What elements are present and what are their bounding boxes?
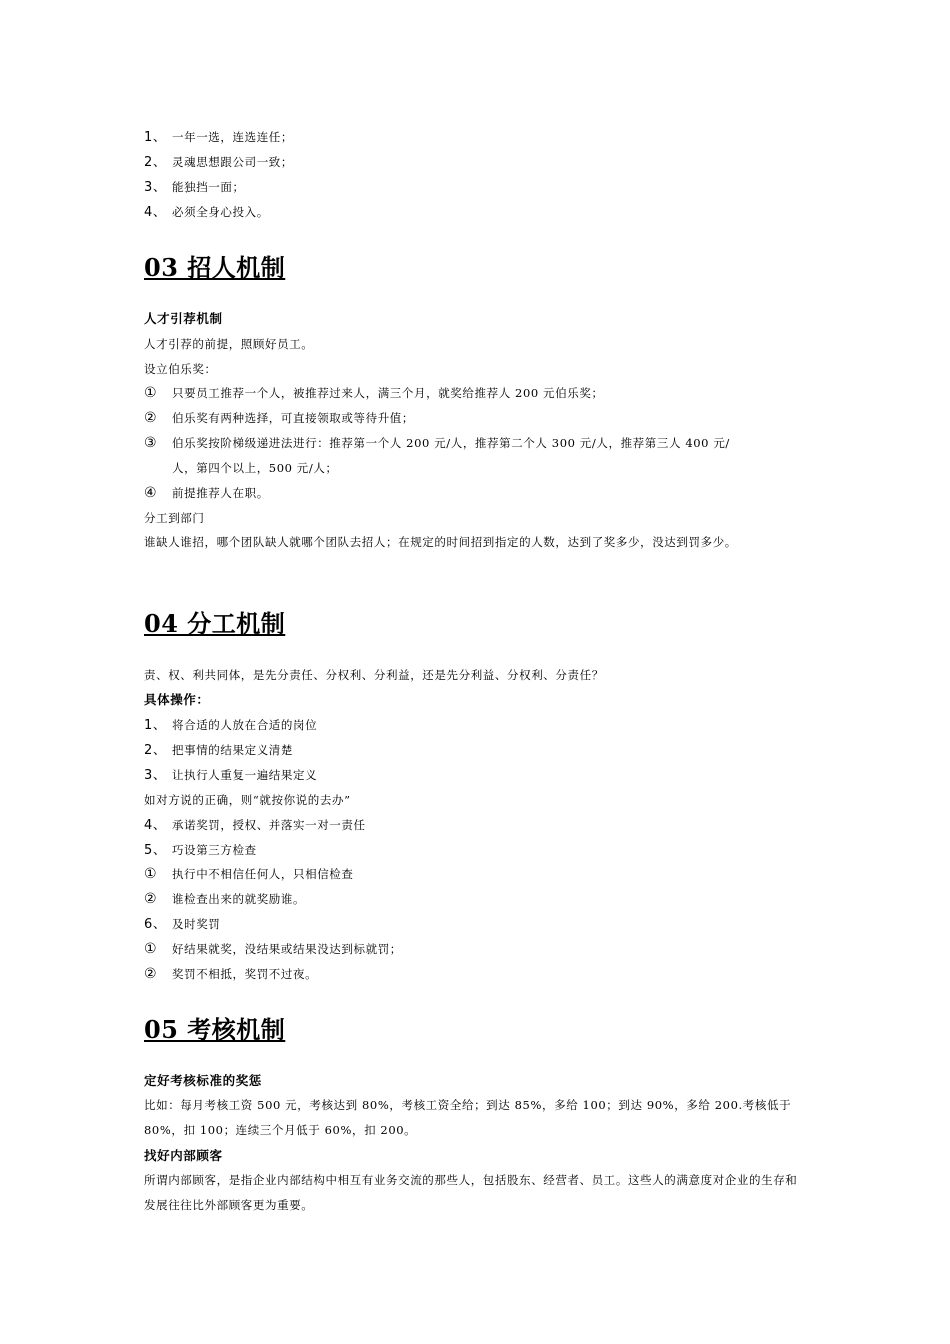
list-text: 灵魂思想跟公司一致； <box>172 155 293 169</box>
list-marker: ① <box>144 385 158 401</box>
list-number: 1、 <box>144 130 167 145</box>
list-item <box>144 385 604 401</box>
list-text: 把事情的结果定义清楚 <box>172 743 293 757</box>
paragraph: 比如：每月考核工资 500 元，考核达到 80%，考核工资全给；到达 85%，多给 100；到达 90%，多给 200.考核低于 80%，扣 100；连续三个月低于 60%，扣 200。 <box>144 1098 792 1137</box>
paragraph: 人才引荐的前提，照顾好员工。 <box>144 337 314 351</box>
list-item <box>144 817 366 834</box>
list-marker: ③ <box>144 435 158 451</box>
list-item <box>144 129 293 146</box>
list-text: 能独挡一面； <box>172 180 245 194</box>
list-text: 将合适的人放在合适的岗位 <box>172 718 318 732</box>
list-text: 只要员工推荐一个人，被推荐过来人，满三个月，就奖给推荐人 200 元伯乐奖； <box>172 386 604 400</box>
list-number: 5、 <box>144 843 167 858</box>
list-item <box>144 204 269 221</box>
list-text: 必须全身心投入。 <box>172 205 269 219</box>
list-item <box>144 966 317 982</box>
list-item <box>144 154 293 171</box>
paragraph: 责、权、利共同体，是先分责任、分权利、分利益，还是先分利益、分权利、分责任？ <box>144 668 604 682</box>
section-heading-03: 03 招人机制 <box>144 253 286 282</box>
list-item-continuation: 人，第四个以上，500 元/人； <box>172 461 338 475</box>
list-text: 伯乐奖按阶梯级递进法进行：推荐第一个人 200 元/人，推荐第二个人 300 元/人，推荐第三人 400 元/ <box>172 436 730 450</box>
list-item <box>144 717 317 734</box>
list-marker: ① <box>144 941 158 957</box>
list-number: 3、 <box>144 180 167 195</box>
list-marker: ② <box>144 891 158 907</box>
list-text: 让执行人重复一遍结果定义 <box>172 768 318 782</box>
list-text: 执行中不相信任何人，只相信检查 <box>172 867 354 881</box>
list-text: 伯乐奖有两种选择，可直接领取或等待升值； <box>172 411 414 425</box>
list-text: 一年一选，连选连任； <box>172 130 293 144</box>
list-number: 1、 <box>144 718 167 733</box>
subheading: 定好考核标准的奖惩 <box>144 1073 262 1088</box>
list-text: 前提推荐人在职。 <box>172 486 269 500</box>
list-item <box>144 742 293 759</box>
list-marker: ④ <box>144 485 158 501</box>
list-text: 谁检查出来的就奖励谁。 <box>172 892 306 906</box>
section-heading-04: 04 分工机制 <box>144 609 286 638</box>
list-item <box>144 866 354 882</box>
list-text: 好结果就奖，没结果或结果没达到标就罚； <box>172 942 402 956</box>
list-item <box>144 179 245 196</box>
list-text: 承诺奖罚，授权、并落实一对一责任 <box>172 818 366 832</box>
list-number: 4、 <box>144 205 167 220</box>
list-marker: ① <box>144 866 158 882</box>
list-item <box>144 435 730 451</box>
subheading: 人才引荐机制 <box>144 311 223 326</box>
paragraph: 谁缺人谁招，哪个团队缺人就哪个团队去招人；在规定的时间招到指定的人数，达到了奖多少，没达到罚多少。 <box>144 535 737 549</box>
paragraph: 所谓内部顾客，是指企业内部结构中相互有业务交流的那些人，包括股东、经营者、员工。这些人的满意度对企业的生存和发展往往比外部顾客更为重要。 <box>144 1173 798 1212</box>
list-text: 巧设第三方检查 <box>172 843 257 857</box>
list-item <box>144 767 317 784</box>
list-marker: ② <box>144 410 158 426</box>
list-number: 3、 <box>144 768 167 783</box>
list-number: 2、 <box>144 743 167 758</box>
paragraph: 如对方说的正确，则“就按你说的去办” <box>144 793 351 807</box>
subheading: 具体操作： <box>144 692 210 707</box>
paragraph: 分工到部门 <box>144 511 205 525</box>
section-heading-05: 05 考核机制 <box>144 1015 286 1044</box>
list-item <box>144 485 269 501</box>
list-number: 4、 <box>144 818 167 833</box>
list-marker: ② <box>144 966 158 982</box>
list-number: 6、 <box>144 917 167 932</box>
list-text: 奖罚不相抵，奖罚不过夜。 <box>172 967 318 981</box>
list-item <box>144 842 257 859</box>
list-item <box>144 410 414 426</box>
paragraph: 设立伯乐奖： <box>144 362 217 376</box>
list-item <box>144 891 305 907</box>
list-text: 及时奖罚 <box>172 917 221 931</box>
list-number: 2、 <box>144 155 167 170</box>
list-item <box>144 941 402 957</box>
list-item <box>144 916 220 933</box>
subheading: 找好内部顾客 <box>144 1148 223 1163</box>
